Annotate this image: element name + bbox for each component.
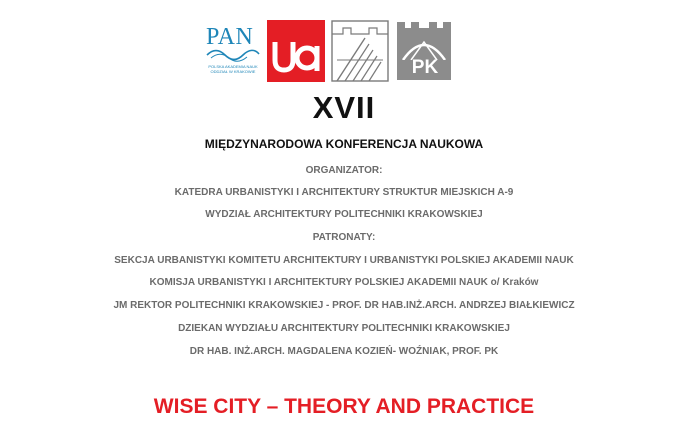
- organizer-department: KATEDRA URBANISTYKI I ARCHITEKTURY STRUKTUR MIEJSKICH A-9: [174, 187, 514, 198]
- patron-rector: JM REKTOR POLITECHNIKI KRAKOWSKIEJ - PROF. DR HAB.INŻ.ARCH. ANDRZEJ BIAŁKIEWICZ: [113, 300, 575, 311]
- pan-logo: [203, 20, 263, 82]
- patron-pan-commission: [0, 277, 688, 289]
- conference-name: MIĘDZYNARODOWA KONFERENCJA NAUKOWA: [204, 137, 484, 151]
- patron-pan-section: SEKCJA URBANISTYKI KOMITETU ARCHITEKTURY I URBANISTYKI POLSKIEJ AKADEMII NAUK: [114, 255, 574, 266]
- pan-logo-word: PAN: [206, 24, 254, 50]
- pan-logo-subtitle: [204, 64, 262, 74]
- ua-logo: [267, 20, 325, 82]
- pan-subtitle-line1: POLSKA AKADEMIA NAUK: [208, 64, 258, 69]
- patron-dean-name: DR HAB. INŻ.ARCH. MAGDALENA KOZIEŃ- WOŹNIAK, PROF. PK: [189, 346, 499, 357]
- organizer-heading: ORGANIZATOR:: [305, 165, 383, 176]
- logo-row: [203, 20, 463, 82]
- pan-subtitle-line2: ODDZIAŁ W KRAKOWIE: [210, 69, 256, 74]
- bridge-logo: [331, 20, 389, 82]
- bridge-icon: [331, 20, 389, 82]
- organizer-faculty: WYDZIAŁ ARCHITEKTURY POLITECHNIKI KRAKOWSKIEJ: [205, 209, 483, 220]
- pk-logo-word: PK: [411, 57, 439, 78]
- patron-pan-commission-text: KOMISJA URBANISTYKI I ARCHITEKTURY POLSKIEJ AKADEMII NAUK: [149, 277, 488, 288]
- patron-dean: DZIEKAN WYDZIAŁU ARCHITEKTURY POLITECHNIKI KRAKOWSKIEJ: [178, 323, 510, 334]
- pan-wave-icon: [205, 48, 261, 62]
- conference-title: WISE CITY – THEORY AND PRACTICE: [153, 395, 535, 418]
- edition-number: XVII: [312, 90, 376, 125]
- patron-pan-commission-suffix: o/ Kraków: [490, 277, 539, 288]
- ua-letters-icon: [267, 20, 325, 82]
- patronage-heading: PATRONATY:: [312, 232, 376, 243]
